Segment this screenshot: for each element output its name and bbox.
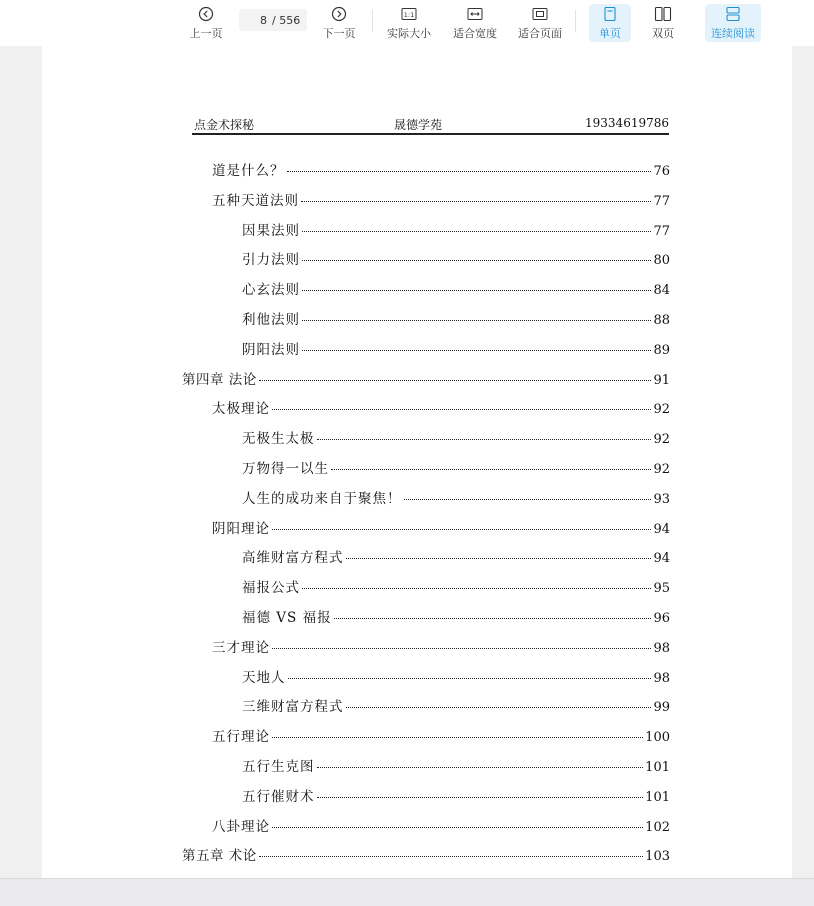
toc-entry-title: 高维财富方程式	[242, 550, 344, 566]
pdf-page	[42, 46, 792, 878]
toc-entry-page: 88	[653, 313, 670, 328]
toc-entry-page: 103	[645, 849, 670, 864]
toc-entry-page: 93	[653, 492, 670, 507]
toc-leader-dots	[259, 380, 652, 381]
toc-leader-dots	[302, 290, 651, 291]
continuous-reading-label: 连续阅读	[711, 27, 755, 40]
toc-entry-page: 98	[653, 671, 670, 686]
toc-entry[interactable]	[242, 487, 670, 507]
toc-entry[interactable]	[242, 219, 670, 239]
toc-entry-page: 76	[653, 164, 670, 179]
toc-entry-page: 92	[653, 402, 670, 417]
toc-entry[interactable]	[242, 457, 670, 477]
toc-leader-dots	[302, 350, 651, 351]
toc-leader-dots	[302, 588, 651, 589]
fit-page-button[interactable]	[515, 4, 565, 42]
toc-leader-dots	[259, 856, 643, 857]
toc-entry[interactable]	[212, 815, 670, 835]
toc-leader-dots	[334, 618, 652, 619]
toc-entry-page: 91	[653, 373, 670, 388]
toc-entry-title: 第四章 法论	[182, 372, 257, 388]
actual-size-label: 实际大小	[387, 27, 431, 40]
toc-leader-dots	[331, 469, 651, 470]
toc-leader-dots	[272, 737, 643, 738]
toc-entry[interactable]	[242, 338, 670, 358]
chevron-right-circle-icon	[331, 4, 347, 24]
toc-entry[interactable]	[242, 666, 670, 686]
toc-leader-dots	[272, 529, 651, 530]
chevron-left-circle-icon	[198, 4, 214, 24]
toc-entry-title: 因果法则	[242, 223, 300, 239]
toolbar	[0, 0, 814, 46]
toc-leader-dots	[302, 260, 651, 261]
toc-entry[interactable]	[212, 159, 670, 179]
toc-entry[interactable]	[212, 636, 670, 656]
toc-entry[interactable]	[212, 397, 670, 417]
toc-leader-dots	[317, 439, 652, 440]
toc-entry[interactable]	[182, 844, 670, 864]
toc-entry-page: 77	[653, 194, 670, 209]
toc-entry-title: 天地人	[242, 670, 286, 686]
toc-entry[interactable]	[242, 755, 670, 775]
toc-leader-dots	[272, 648, 651, 649]
actual-size-button[interactable]	[385, 4, 433, 42]
next-page-label: 下一页	[322, 27, 356, 40]
toc-entry[interactable]	[212, 517, 670, 537]
header-phone: 19334619786	[585, 116, 669, 130]
toc-entry-page: 94	[653, 522, 670, 537]
toc-entry-page: 99	[653, 700, 670, 715]
toc-leader-dots	[272, 409, 651, 410]
toc-entry-title: 心玄法则	[242, 282, 300, 298]
actual-size-icon	[401, 4, 417, 24]
toc-entry-title: 太极理论	[212, 401, 270, 417]
toc-entry[interactable]	[242, 248, 670, 268]
toc-entry[interactable]	[242, 576, 670, 596]
continuous-reading-icon	[725, 4, 741, 24]
continuous-reading-button[interactable]	[705, 4, 761, 42]
toc-entry[interactable]	[182, 368, 670, 388]
toolbar-divider	[575, 10, 576, 32]
toc-entry[interactable]	[242, 308, 670, 328]
toc-entry-page: 95	[653, 581, 670, 596]
toc-entry[interactable]	[212, 725, 670, 745]
next-page-button[interactable]	[319, 4, 359, 42]
document-viewer[interactable]	[0, 46, 814, 878]
toc-entry-title: 万物得一以生	[242, 461, 329, 477]
toc-leader-dots	[346, 558, 652, 559]
toc-entry-page: 80	[653, 253, 670, 268]
toc-entry[interactable]	[242, 546, 670, 566]
toc-entry-page: 92	[653, 462, 670, 477]
toc-entry-title: 利他法则	[242, 312, 300, 328]
toc-entry-page: 98	[653, 641, 670, 656]
toc-leader-dots	[288, 678, 652, 679]
toc-leader-dots	[302, 231, 651, 232]
toc-entry-page: 77	[653, 224, 670, 239]
toc-entry-page: 102	[645, 820, 670, 835]
prev-page-label: 上一页	[189, 27, 223, 40]
svg-text:1:1: 1:1	[403, 11, 415, 19]
toc-leader-dots	[301, 201, 651, 202]
toolbar-divider	[372, 10, 373, 32]
single-page-icon	[603, 4, 617, 24]
page-number-input[interactable]	[239, 14, 267, 27]
toc-entry-page: 101	[645, 760, 670, 775]
double-page-button[interactable]	[642, 4, 684, 42]
toc-entry-title: 福德 VS 福报	[242, 610, 332, 626]
toc-entry-title: 阴阳理论	[212, 521, 270, 537]
page-total: / 556	[272, 13, 301, 27]
toc-entry-page: 101	[645, 790, 670, 805]
header-rule	[192, 133, 669, 135]
single-page-button[interactable]	[589, 4, 631, 42]
toc-leader-dots	[404, 499, 652, 500]
toc-entry-title: 三维财富方程式	[242, 699, 344, 715]
toc-entry-title: 福报公式	[242, 580, 300, 596]
status-bar	[0, 878, 814, 906]
fit-width-button[interactable]	[450, 4, 500, 42]
toc-leader-dots	[272, 827, 643, 828]
fit-width-label: 适合宽度	[453, 27, 497, 40]
toc-leader-dots	[302, 320, 651, 321]
fit-page-icon	[532, 4, 548, 24]
toc-entry-title: 八卦理论	[212, 819, 270, 835]
fit-page-label: 适合页面	[518, 27, 562, 40]
toc-entry-title: 人生的成功来自于聚焦！	[242, 491, 402, 507]
toc-entry[interactable]	[212, 189, 670, 209]
toc-entry-title: 引力法则	[242, 252, 300, 268]
single-page-label: 单页	[599, 27, 621, 40]
header-book-title: 点金术探秘	[194, 118, 255, 132]
toc-entry-title: 无极生太极	[242, 431, 315, 447]
toc-entry-page: 92	[653, 432, 670, 447]
toc-entry-title: 五种天道法则	[212, 193, 299, 209]
toc-entry[interactable]	[242, 278, 670, 298]
toc-leader-dots	[317, 767, 644, 768]
toc-leader-dots	[287, 171, 652, 172]
toc-entry-title: 五行催财术	[242, 789, 315, 805]
prev-page-button[interactable]	[186, 4, 226, 42]
toc-entry-page: 96	[653, 611, 670, 626]
page-number-box	[239, 9, 307, 31]
double-page-label: 双页	[652, 27, 674, 40]
toc-leader-dots	[317, 797, 644, 798]
toc-entry-page: 84	[653, 283, 670, 298]
fit-width-icon	[467, 4, 483, 24]
toc-entry-title: 第五章 术论	[182, 848, 257, 864]
toc-entry-title: 五行理论	[212, 729, 270, 745]
double-page-icon	[654, 4, 672, 24]
toc-entry-page: 100	[645, 730, 670, 745]
toc-entry[interactable]	[242, 785, 670, 805]
toc-entry[interactable]	[242, 606, 670, 626]
toc-entry-title: 阴阳法则	[242, 342, 300, 358]
toc-entry[interactable]	[242, 427, 670, 447]
toc-entry-page: 89	[653, 343, 670, 358]
toc-entry[interactable]	[242, 695, 670, 715]
toc-entry-title: 道是什么？	[212, 163, 285, 179]
toc-entry-title: 五行生克图	[242, 759, 315, 775]
header-publisher: 晟德学苑	[394, 118, 443, 132]
toc-entry-title: 三才理论	[212, 640, 270, 656]
toc-leader-dots	[346, 707, 652, 708]
toc-entry-page: 94	[653, 551, 670, 566]
